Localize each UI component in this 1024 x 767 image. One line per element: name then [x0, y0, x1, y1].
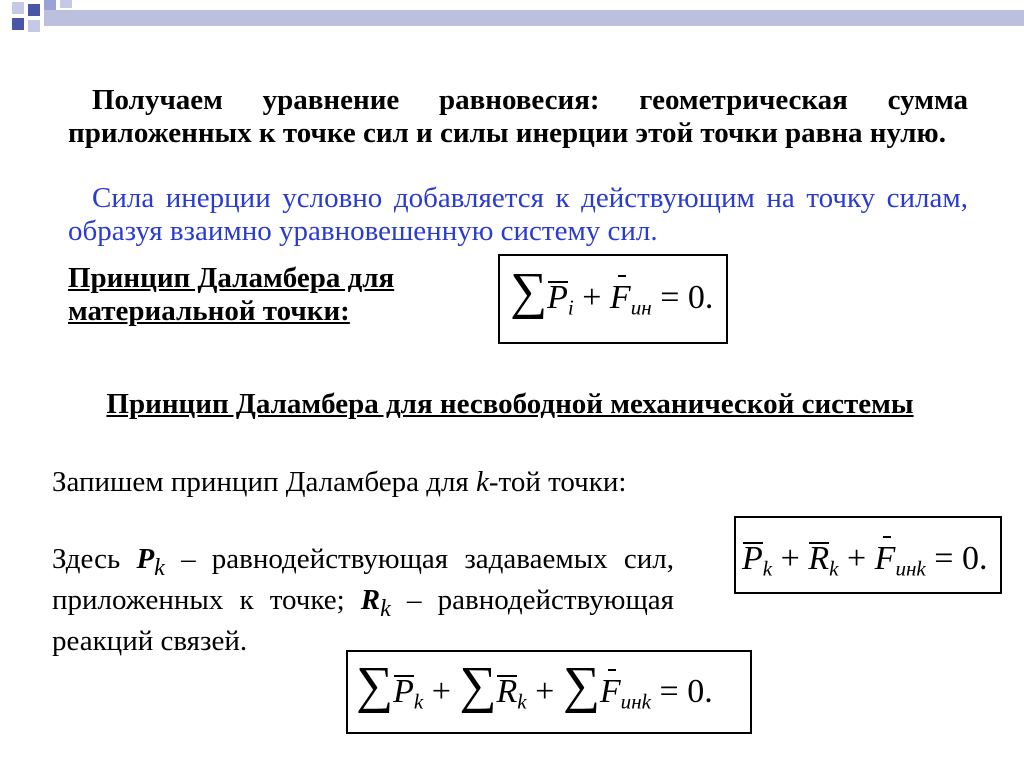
symbol-r: R: [360, 583, 381, 616]
deco-square-light: [44, 0, 56, 10]
sub-in: ин: [630, 295, 652, 320]
force-f-inertia: F: [874, 540, 896, 577]
paragraph-k-point: [52, 466, 772, 499]
paragraph-equilibrium-text: Получаем уравнение равновесия: геометрическая сумма приложенных к точке сил и силы инерции этой точки равна нулю.: [68, 84, 968, 149]
plus-sign: +: [780, 540, 800, 577]
plus-sign: +: [535, 673, 555, 710]
sub-k: k: [154, 553, 165, 581]
header-decoration: [0, 0, 1024, 40]
force-f-inertia: F: [599, 673, 621, 710]
deco-square-light: [12, 2, 24, 14]
deco-bar: [44, 10, 1024, 26]
paragraph-here-text-b: – равнодействующая задаваемых сил, приложенных к точке;: [52, 543, 674, 616]
force-p: P: [742, 540, 763, 577]
deco-square-dark: [12, 18, 24, 30]
paragraph-equilibrium: [68, 84, 968, 150]
force-r: R: [496, 673, 518, 710]
equals-zero: = 0.: [934, 540, 988, 577]
formula-box-point: [498, 254, 728, 344]
paragraph-k-italic: k: [476, 466, 489, 498]
plus-sign: +: [582, 279, 602, 316]
formula-sum: [356, 657, 713, 715]
plus-sign: +: [846, 540, 867, 577]
sum-symbol: ∑: [459, 657, 497, 714]
formula-point: [510, 263, 714, 321]
paragraph-k-text-b: -той точки:: [488, 466, 627, 498]
sum-symbol: ∑: [510, 263, 548, 320]
sub-k: k: [829, 556, 839, 581]
equals-zero: = 0.: [660, 279, 714, 316]
sub-ink: инk: [895, 556, 926, 581]
force-p: P: [393, 673, 414, 710]
deco-square-dark: [28, 4, 40, 16]
plus-sign: +: [431, 673, 451, 710]
formula-box-k: [734, 516, 1002, 594]
heading-point-principle: Принцип Даламбера для материальной точки:: [68, 262, 395, 327]
deco-square-light: [60, 0, 72, 8]
sum-symbol: ∑: [356, 657, 394, 714]
formula-box-sum: [346, 650, 752, 734]
deco-square-light: [28, 20, 40, 32]
equals-zero: = 0.: [659, 673, 713, 710]
sub-i: i: [567, 295, 574, 320]
force-f-inertia: F: [609, 279, 631, 316]
force-p: P: [547, 279, 568, 316]
sub-k: k: [380, 594, 391, 622]
heading-system-principle: Принцип Даламбера для несвободной механической системы: [106, 388, 914, 420]
symbol-p: P: [136, 543, 155, 575]
sub-ink: инk: [620, 689, 652, 714]
sub-k: k: [762, 556, 773, 581]
formula-k: [742, 540, 987, 582]
force-r: R: [808, 540, 830, 577]
paragraph-inertia-text: Сила инерции условно добавляется к действующим на точку силам, образуя взаимно уравновешенную систему сил.: [68, 182, 968, 247]
paragraph-k-text-a: Запишем принцип Даламбера для: [52, 466, 477, 498]
sum-symbol: ∑: [562, 657, 600, 714]
paragraph-inertia: [68, 182, 968, 248]
paragraph-here-text-a: Здесь: [52, 543, 137, 575]
sub-k: k: [413, 689, 424, 714]
paragraph-here: [52, 543, 674, 658]
paragraph-here-text-c: – равнодействующая реакций связей.: [52, 583, 674, 657]
sub-k: k: [517, 689, 527, 714]
